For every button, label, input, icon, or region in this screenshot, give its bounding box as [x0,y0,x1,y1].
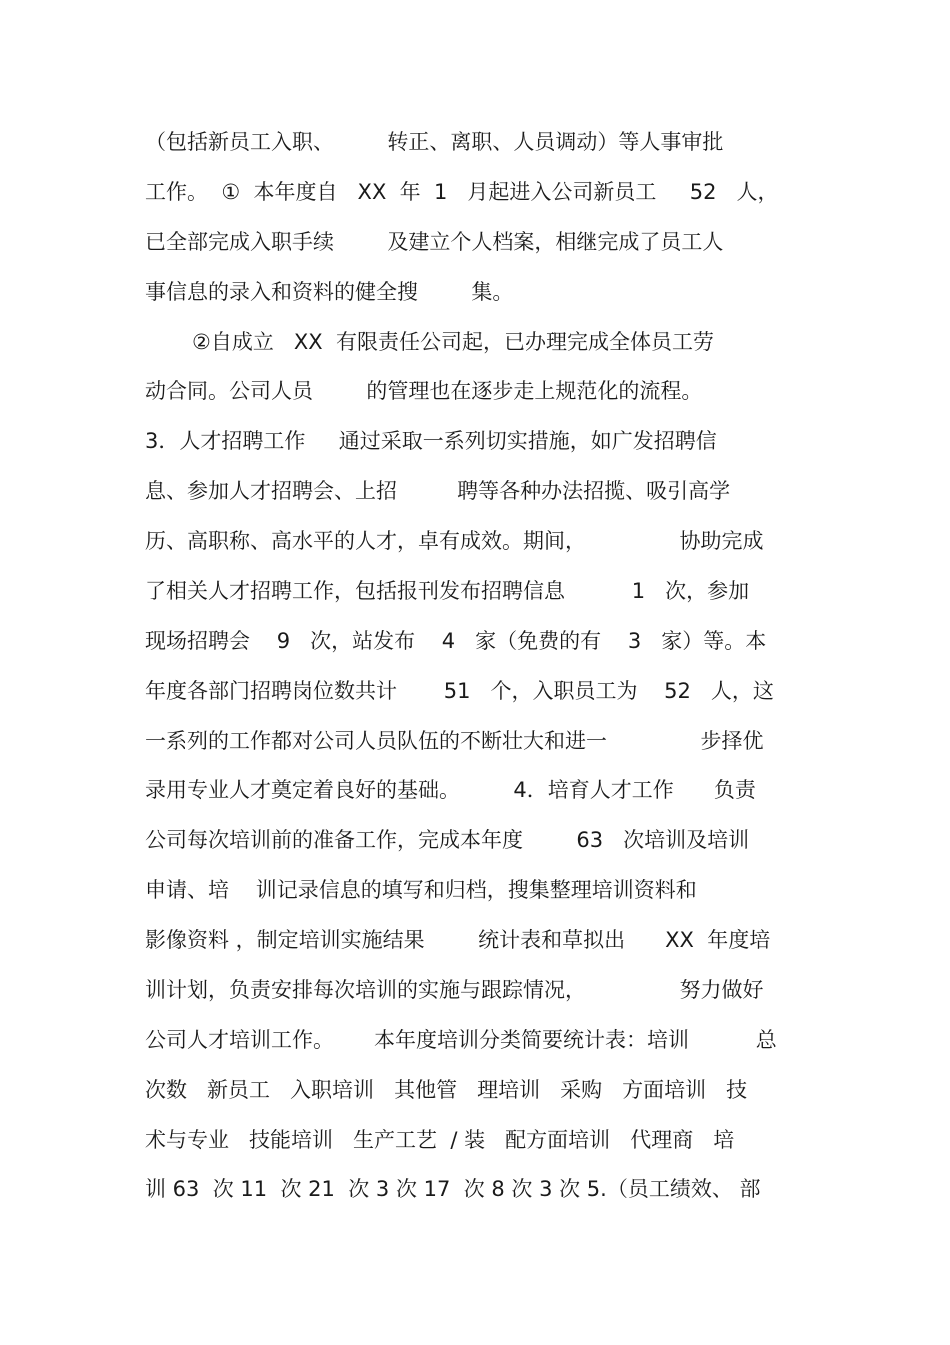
text-line: 年度各部门招聘岗位数共计 51 个，入职员工为 52 人，这 [145,679,774,703]
text-line: 术与专业 技能培训 生产工艺 / 装 配方面培训 代理商 培 [145,1128,735,1152]
text-line: 录用专业人才奠定着良好的基础。 4．培育人才工作 负责 [145,778,756,802]
text-line: 影像资料 ，制定培训实施结果 统计表和草拟出 XX 年度培 [145,928,771,952]
text-line: 训计划，负责安排每次培训的实施与跟踪情况， 努力做好 [145,978,764,1002]
text-line: 已全部完成入职手续 及建立个人档案，相继完成了员工人 [145,230,724,254]
text-line: 工作。 ① 本年度自 XX 年 1 月起进入公司新员工 52 人， [145,180,779,204]
text-line: （包括新员工入职、 转正、离职、人员调动）等人事审批 [145,130,724,154]
text-line: 3．人才招聘工作 通过采取一系列切实措施，如广发招聘信 [145,429,717,453]
text-line: 公司人才培训工作。 本年度培训分类简要统计表：培训 总 [145,1028,777,1052]
text-line: 次数 新员工 入职培训 其他管 理培训 采购 方面培训 技 [145,1078,748,1102]
text-line: 公司每次培训前的准备工作，完成本年度 63 次培训及培训 [145,828,750,852]
text-line: 历、高职称、高水平的人才，卓有成效。期间， 协助完成 [145,529,764,553]
text-line: 训 63 次 11 次 21 次 3 次 17 次 8 次 3 次 5.（员工绩效、 部 [145,1177,761,1201]
text-line: 动合同。公司人员 的管理也在逐步走上规范化的流程。 [145,379,703,403]
text-line: 了相关人才招聘工作，包括报刊发布招聘信息 1 次，参加 [145,579,750,603]
text-line: 现场招聘会 9 次，站发布 4 家（免费的有 3 家）等。本 [145,629,767,653]
text-line: ②自成立 XX 有限责任公司起，已办理完成全体员工劳 [192,330,714,354]
text-line: 申请、培 训记录信息的填写和归档，搜集整理培训资料和 [145,878,697,902]
text-line: 息、参加人才招聘会、上招 聘等各种办法招揽、吸引高学 [145,479,731,503]
text-line: 一系列的工作都对公司人员队伍的不断壮大和进一 步择优 [145,729,764,753]
text-line: 事信息的录入和资料的健全搜 集。 [145,280,514,304]
